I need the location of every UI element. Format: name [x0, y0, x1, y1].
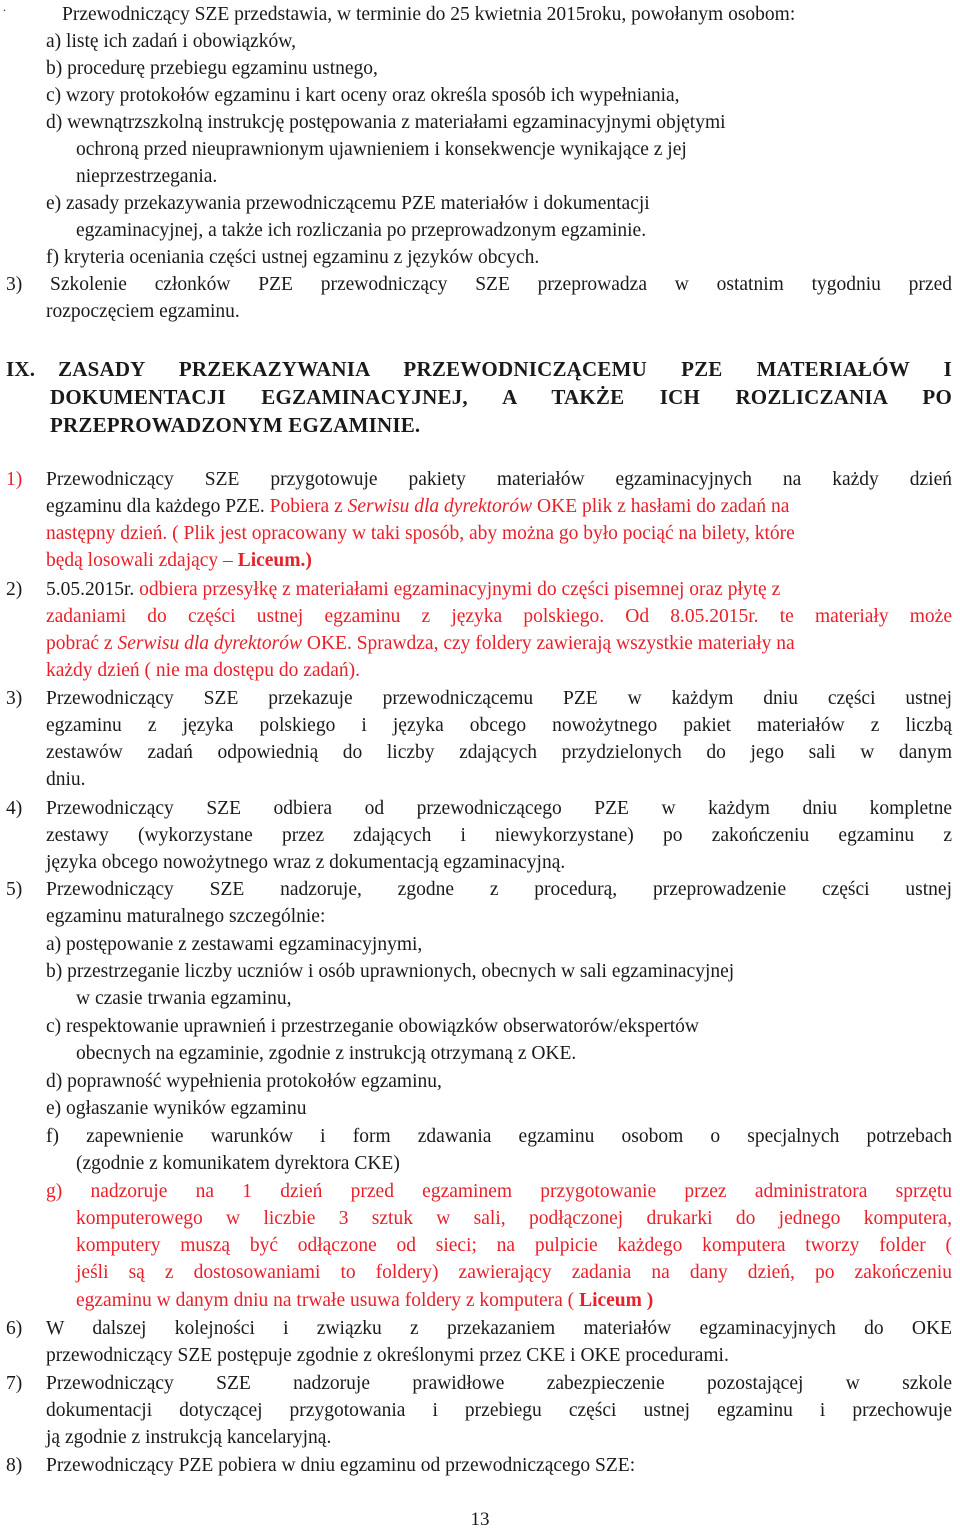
item-4-line2: zestawy (wykorzystane przez zdających i niewykorzystane) po zakończeniu egzaminu z	[46, 825, 952, 846]
item-7-line3: ją zgodnie z instrukcją kancelaryjną.	[46, 1427, 332, 1448]
item-3-line1: Przewodniczący SZE przekazuje przewodniczącemu PZE w każdym dniu części ustnej	[46, 688, 952, 709]
list-item-e-line1: e) zasady przekazywania przewodniczącemu PZE materiałów i dokumentacji	[46, 193, 650, 214]
item-5-line2: egzaminu maturalnego szczególnie:	[46, 906, 326, 927]
list-item-c: c) wzory protokołów egzaminu i kart oceny oraz określa sposób ich wypełniania,	[46, 85, 680, 106]
item-7-number: 7)	[6, 1373, 23, 1394]
list-item-d-line2: ochroną przed nieuprawnionym ujawnieniem i konsekwencje wynikające z jej	[76, 139, 687, 160]
item-1-line3: następny dzień. ( Plik jest opracowany w taki sposób, aby można go było pociąć na bilety, które	[46, 523, 795, 544]
section-heading-line3: PRZEPROWADZONYM EGZAMINIE.	[50, 413, 421, 437]
item-3-line4: dniu.	[46, 769, 86, 790]
item-5-sub-b-line2: w czasie trwania egzaminu,	[76, 988, 292, 1009]
item-5-line1: Przewodniczący SZE nadzoruje, zgodne z procedurą, przeprowadzenie części ustnej	[46, 879, 952, 900]
item-6-line2: przewodniczący SZE postępuje zgodnie z określonymi przez CKE i OKE procedurami.	[46, 1345, 729, 1366]
item-2-line1: 5.05.2015r. odbiera przesyłkę z materiałami egzaminacyjnymi do części pisemnej oraz płytę z	[46, 579, 781, 600]
item-5-sub-f-line1: f) zapewnienie warunków i form zdawania egzaminu osobom o specjalnych potrzebach	[46, 1126, 952, 1147]
item-4-line1: Przewodniczący SZE odbiera od przewodniczącego PZE w każdym dniu kompletne	[46, 798, 952, 819]
item-8-line1: Przewodniczący PZE pobiera w dniu egzaminu od przewodniczącego SZE:	[46, 1455, 636, 1476]
item-5-sub-b-line1: b) przestrzeganie liczby uczniów i osób uprawnionych, obecnych w sali egzaminacyjnej	[46, 961, 735, 982]
item-5-number: 5)	[6, 879, 23, 900]
item-2-number: 2)	[6, 579, 23, 600]
item-5-sub-g-line4: jeśli są z dostosowaniami to foldery) zawierający zadania na dany dzień, po zakończeniu	[76, 1262, 952, 1283]
item-3-line2: egzaminu z języka polskiego i języka obcego nowożytnego pakiet materiałów z liczbą	[46, 715, 952, 736]
item-5-sub-c-line2: obecnych na egzaminie, zgodnie z instrukcją otrzymaną z OKE.	[76, 1043, 577, 1064]
section-number: IX.	[6, 357, 36, 381]
item-5-sub-g-line1: g) nadzoruje na 1 dzień przed egzaminem przygotowanie przez administratora sprzętu	[46, 1181, 952, 1202]
item-1-number: 1)	[6, 469, 23, 490]
item-5-sub-g-line5: egzaminu w danym dniu na trwałe usuwa foldery z komputera ( Liceum )	[76, 1290, 654, 1311]
item-5-sub-a: a) postępowanie z zestawami egzaminacyjnymi,	[46, 934, 423, 955]
item-1-line1: Przewodniczący SZE przygotowuje pakiety materiałów egzaminacyjnych na każdy dzień	[46, 469, 952, 490]
item-7-line1: Przewodniczący SZE nadzoruje prawidłowe zabezpieczenie pozostającej w szkole	[46, 1373, 952, 1394]
item-3-line3: zestawów zadań odpowiednią do liczby zdających przydzielonych do jego sali w danym	[46, 742, 952, 763]
item-4-line3: języka obcego nowożytnego wraz z dokumentacją egzaminacyjną.	[46, 852, 566, 873]
item-2-line2: zadaniami do części ustnej egzaminu z języka polskiego. Od 8.05.2015r. te materiały może	[46, 606, 952, 627]
section-heading-line2: DOKUMENTACJI EGZAMINACYJNEJ, A TAKŻE ICH ROZLICZANIA PO	[50, 385, 952, 409]
item-5-sub-d: d) poprawność wypełnienia protokołów egzaminu,	[46, 1071, 442, 1092]
item-6-number: 6)	[6, 1318, 23, 1339]
list-item-d-line3: nieprzestrzegania.	[76, 166, 218, 187]
list-item-f: f) kryteria oceniania części ustnej egzaminu z języków obcych.	[46, 247, 540, 268]
point-3-training-line1: 3) Szkolenie członków PZE przewodniczący SZE przeprowadza w ostatnim tygodniu przed	[6, 274, 952, 295]
page-number: 13	[470, 1509, 490, 1530]
item-5-sub-g-line3: komputery muszą być odłączone od sieci; na pulpicie każdego komputera tworzy folder (	[76, 1235, 952, 1256]
list-item-b: b) procedurę przebiegu egzaminu ustnego,	[46, 58, 378, 79]
item-1-line4: będą losowali zdający – Liceum.)	[46, 550, 312, 571]
item-1-line2: egzaminu dla każdego PZE. Pobiera z Serwisu dla dyrektorów OKE plik z hasłami do zadań na	[46, 496, 790, 517]
point-3-training-line2: rozpoczęciem egzaminu.	[46, 301, 240, 322]
item-6-line1: W dalszej kolejności i związku z przekazaniem materiałów egzaminacyjnych do OKE	[46, 1318, 952, 1339]
item-8-number: 8)	[6, 1455, 23, 1476]
item-5-sub-c-line1: c) respektowanie uprawnień i przestrzeganie obowiązków obserwatorów/ekspertów	[46, 1016, 700, 1037]
item-4-number: 4)	[6, 798, 23, 819]
item-5-sub-e: e) ogłaszanie wyników egzaminu	[46, 1098, 307, 1119]
item-5-sub-g-line2: komputerowego w liczbie 3 sztuk w sali, podłączonej drukarki do jednego komputera,	[76, 1208, 952, 1229]
stray-mark: .	[3, 0, 6, 14]
list-item-a: a) listę ich zadań i obowiązków,	[46, 31, 296, 52]
list-item-e-line2: egzaminacyjnej, a także ich rozliczania po przeprowadzonym egzaminie.	[76, 220, 647, 241]
item-7-line2: dokumentacji dotyczącej przygotowania i przebiegu części ustnej egzaminu i przechowuje	[46, 1400, 952, 1421]
item-3-number: 3)	[6, 688, 23, 709]
list-item-d-line1: d) wewnątrzszkolną instrukcję postępowania z materiałami egzaminacyjnymi objętymi	[46, 112, 726, 133]
item-5-sub-f-line2: (zgodnie z komunikatem dyrektora CKE)	[76, 1153, 400, 1174]
intro-line: Przewodniczący SZE przedstawia, w terminie do 25 kwietnia 2015roku, powołanym osobom:	[62, 4, 796, 25]
item-2-line4: każdy dzień ( nie ma dostępu do zadań).	[46, 660, 361, 681]
item-2-line3: pobrać z Serwisu dla dyrektorów OKE. Sprawdza, czy foldery zawierają wszystkie materiały na	[46, 633, 795, 654]
section-heading-line1: ZASADY PRZEKAZYWANIA PRZEWODNICZĄCEMU PZE MATERIAŁÓW I	[58, 357, 952, 381]
